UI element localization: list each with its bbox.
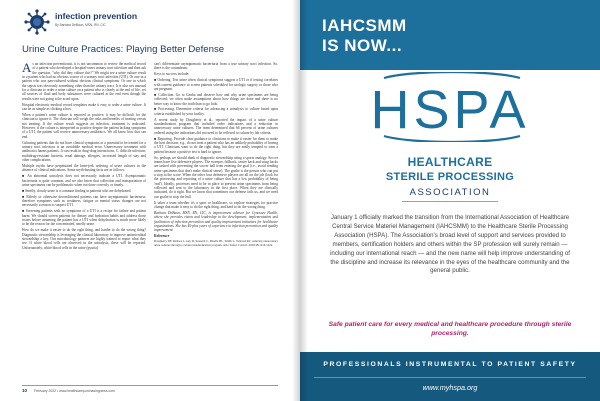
page-number: 10 bbox=[22, 388, 28, 393]
reference-label bbox=[154, 234, 278, 238]
paragraph-text: Dougherty DF, Rickwa J, Guy D, Kesserli C, Muelle BL, Smith L. Tailored Rx: reducing unnecessary urine cultures through a culture standardization program. Am J Infect Control. 2020;48:1416-1422. bbox=[154, 239, 278, 247]
paragraph-text: can't differentiate asymptomatic bacteriuria from a true urinary tract infection. So, there is the conundrum. bbox=[154, 62, 278, 71]
drop-cap: A bbox=[22, 60, 32, 75]
page-gutter bbox=[292, 0, 308, 401]
ad-tagline: Safe patient care for every medical and healthcare procedure through sterile processing. bbox=[328, 321, 572, 338]
paragraph-text: A recent study by Dougherty et al., reported the impact of a urine culture standardization program that included order indications and a reduction in unnecessary urine cultures. The team determined that 66 percent of urine cultures ordered using the indications did not need to be reflexed to culture by lab criteria. bbox=[154, 117, 278, 135]
ad-strapline: PROFESSIONALS INSTRUMENTAL TO PATIENT SAFETY bbox=[323, 361, 577, 368]
association-line-1: HEALTHCARE bbox=[407, 155, 493, 169]
article-paragraph bbox=[22, 141, 146, 163]
article-paragraph bbox=[22, 174, 146, 187]
paragraph-text: ■ Reporting. Provide clear guidance to clinicians to make it easier for them to make the best decision, e.g., do not treat a patient who has an unlikely probability of having a UTI. Clinicians want to do the right thing, but they are easily tempted to treat a patient because a positive test is hard to ignore. bbox=[154, 136, 278, 154]
byline: By Barbara DeBaun, MSN, RN, CIC bbox=[55, 23, 106, 27]
article-paragraph bbox=[154, 62, 278, 71]
paragraph-text: ■ Smelly, cloudy urine is a common finding in patients who are dehydrated. bbox=[22, 188, 132, 193]
ad-headline-2: IS NOW... bbox=[322, 36, 403, 55]
paragraph-text: ■ Ordering. Test urine when clinical symptoms suggest a UTI or if testing correlates with current guidance to screen patients scheduled for urologic surgery or those who are pregnant. bbox=[154, 78, 278, 91]
article-paragraph bbox=[22, 189, 146, 193]
ad-body-text: January 1 officially marked the transition from the International Association of Healthcare Central Service Materiel Management (IAHCSMM) to the Healthcare Sterile Processing Association (HSPA). The Association's broad level of support and services provided to members, certification holders and others within the SP profession will surely remain — including our international reach — and the new name will help improve understanding of the discipline and increase its relevance in the eyes of the healthcare community and the general public. bbox=[330, 214, 570, 275]
website-link[interactable]: www.myhspa.org bbox=[422, 383, 478, 392]
article-column-1 bbox=[22, 62, 146, 252]
article-paragraph bbox=[154, 107, 278, 116]
article-paragraph bbox=[154, 201, 278, 210]
paragraph-text: ■ Screening patients with no symptoms of a UTI is a recipe for failure and patient harm. We should screen patients for dietary and hydration habits and address those issues before assuming the patient has a UTI when dehydration is much more likely to be the reason for the concentrated, smelly urine. bbox=[22, 209, 146, 227]
paragraph-text: Culturing patients that do not have clinical symptoms or a potential to be treated for a urinary tract infection is an avoidable medical error. Unnecessary treatment with antibiotics harms patients. It can result in drug-drug interactions, C. difficile infection, multidrug-resistant bacteria, renal damage, allergies, increased length of stay and other complications. bbox=[22, 140, 146, 162]
paragraph-text: ■ Processing. Determine criteria for advancing a urinalysis to culture based upon criteria established by your facility. bbox=[154, 107, 278, 116]
virus-icon bbox=[24, 9, 50, 35]
association-line-2: STERILE PROCESSING bbox=[385, 171, 515, 183]
footer-divider bbox=[314, 377, 586, 378]
article-paragraph bbox=[22, 228, 146, 250]
advertisement-page bbox=[300, 0, 600, 401]
paragraph-text: Keys to success include: bbox=[154, 72, 190, 77]
article-paragraph bbox=[154, 93, 278, 106]
paragraph-text: ■ Elderly or otherwise deconditioned patients can have asymptomatic bacteriuria, therefore symptoms such as weakness, fatigue or mental status changes are not necessarily a reason to suspect UTI. bbox=[22, 194, 146, 208]
article-paragraph bbox=[22, 209, 146, 226]
article-paragraph bbox=[22, 164, 146, 173]
paragraph-text: It takes a team whether it's a sport or healthcare, so explore strategies for practice change that make it easy to do the right thing, and hard to do the wrong thing. bbox=[154, 200, 278, 210]
article-paragraph bbox=[22, 103, 146, 112]
paragraph-text: How do we make it easier to do the right thing, and harder to do the wrong thing? Diagnostic stewardship is leveraging the clinical laboratory to improve antimicrobial stewardship a key. Our microbiology partners are highly trained to report what they see. If white blood cells are observed in the urinalysis, these will be reported. Unfortunately, white blood cells in the urine (pyuria) bbox=[22, 228, 146, 250]
association-line-3: ASSOCIATION bbox=[409, 187, 491, 198]
article-column-2 bbox=[154, 62, 278, 249]
section-title: infection prevention bbox=[55, 11, 138, 21]
page-footer: February 2022 • www.healthcarepurchasingnews.com bbox=[34, 389, 115, 393]
paragraph-text: So, perhaps we should think of diagnostic stewardship using a sports analogy. Soccer teams have five defensive players. The sweeper, fullback, center back and wing backs are tasked with preventing the soccer ball from entering the goal (i.e., avoid sending urine specimens that don't make clinical sense). The goalie is the person who can put a stop to the score. When the other four defensive players are all on the job (look for the processing and reporting of a urine culture that has a low probability of being 'real'). Ideally, processes need to be in place to prevent urine specimens from being collected and sent to the laboratory in the first place. When they are clinically indicated, do it right. But we know that sometimes our defense fails us, and we need our goalie to stop the ball. bbox=[154, 155, 278, 199]
paragraph-text: Reference bbox=[154, 234, 170, 239]
hspa-logo bbox=[300, 72, 600, 142]
article-title: Urine Culture Practices: Playing Better Defense bbox=[22, 44, 225, 55]
paragraph-text: When a patient's urine culture is reported as positive, it may be difficult for the clinician to ignore it. The clinician will weigh the risks and benefits of treating versus not treating. If the culture result suggests an infection, treatment is indicated. However, if the culture is interpreted as positive despite the patient lacking symptoms of a UTI, the patient will receive unnecessary antibiotics. We all know how that can end. bbox=[22, 112, 146, 139]
paragraph-text: ■ Collection. Go to Genba and observe how and why urine specimens are being collected; we often make assumptions about how things are done and there is no better way to know the truth than to go look. bbox=[154, 92, 278, 106]
paragraph-text: ■ An abnormal urinalysis does not necessarily indicate a UTI. Asymptomatic bacteriuria is quite common, and we also know that collection and transportation of urine specimens can be problematic when not done correctly or timely. bbox=[22, 174, 146, 187]
footer-rule bbox=[22, 385, 278, 386]
article-paragraph bbox=[154, 156, 278, 199]
paragraph-text: Multiple myths have perpetuated the knee-jerk ordering of urine cultures in the absence of clinical indications. Some myth-busting facts are as follows: bbox=[22, 163, 146, 173]
divider-rule bbox=[402, 201, 498, 202]
paragraph-text: Hospital electronic medical record templates make it easy to order a urine culture. It can be as simple as clicking a box. bbox=[22, 102, 146, 112]
author-bio bbox=[154, 211, 278, 233]
paragraph-text: Barbara DeBaun, MSN, RN, CIC, is improvement advisor for Cynosure Health, where she provides vision and leadership in the development, implementation and facilitation of infection prevention and quality improvement initiatives for healthcare organizations. She has 40-plus years of experience in infection prevention and quality improvement. bbox=[154, 211, 278, 233]
paragraph-text: s an infection preventionist, it is not uncommon to review the medical record of a patient who developed a hospital-onset urinary tract infection and then ask the question, "why did they culture this?" We might see a urine culture result in a patient who had no obvious source of a urinary tract infection (UTI). Or one in a patient who was pan-cultured without obvious clinical symptoms. Or one in which the sepsis was obviously something other than the urinary tract. It is also not unusual for a clinician to order a urine culture on a patient who is clearly at the end of life, yet all sources of fluid and body substances were cultured at the end even though the results were not going to be acted upon. bbox=[22, 62, 146, 101]
article-paragraph bbox=[154, 137, 278, 154]
logo-text: HSPA bbox=[370, 80, 530, 140]
article-paragraph bbox=[22, 195, 146, 208]
article-paragraph bbox=[154, 72, 278, 76]
article-paragraph bbox=[154, 118, 278, 135]
ad-panel bbox=[300, 0, 600, 352]
reference-entry bbox=[154, 240, 278, 247]
article-paragraph bbox=[22, 113, 146, 139]
ad-headline-1: IAHCSMM bbox=[322, 16, 407, 35]
article-paragraph bbox=[22, 62, 146, 101]
article-paragraph bbox=[154, 78, 278, 91]
